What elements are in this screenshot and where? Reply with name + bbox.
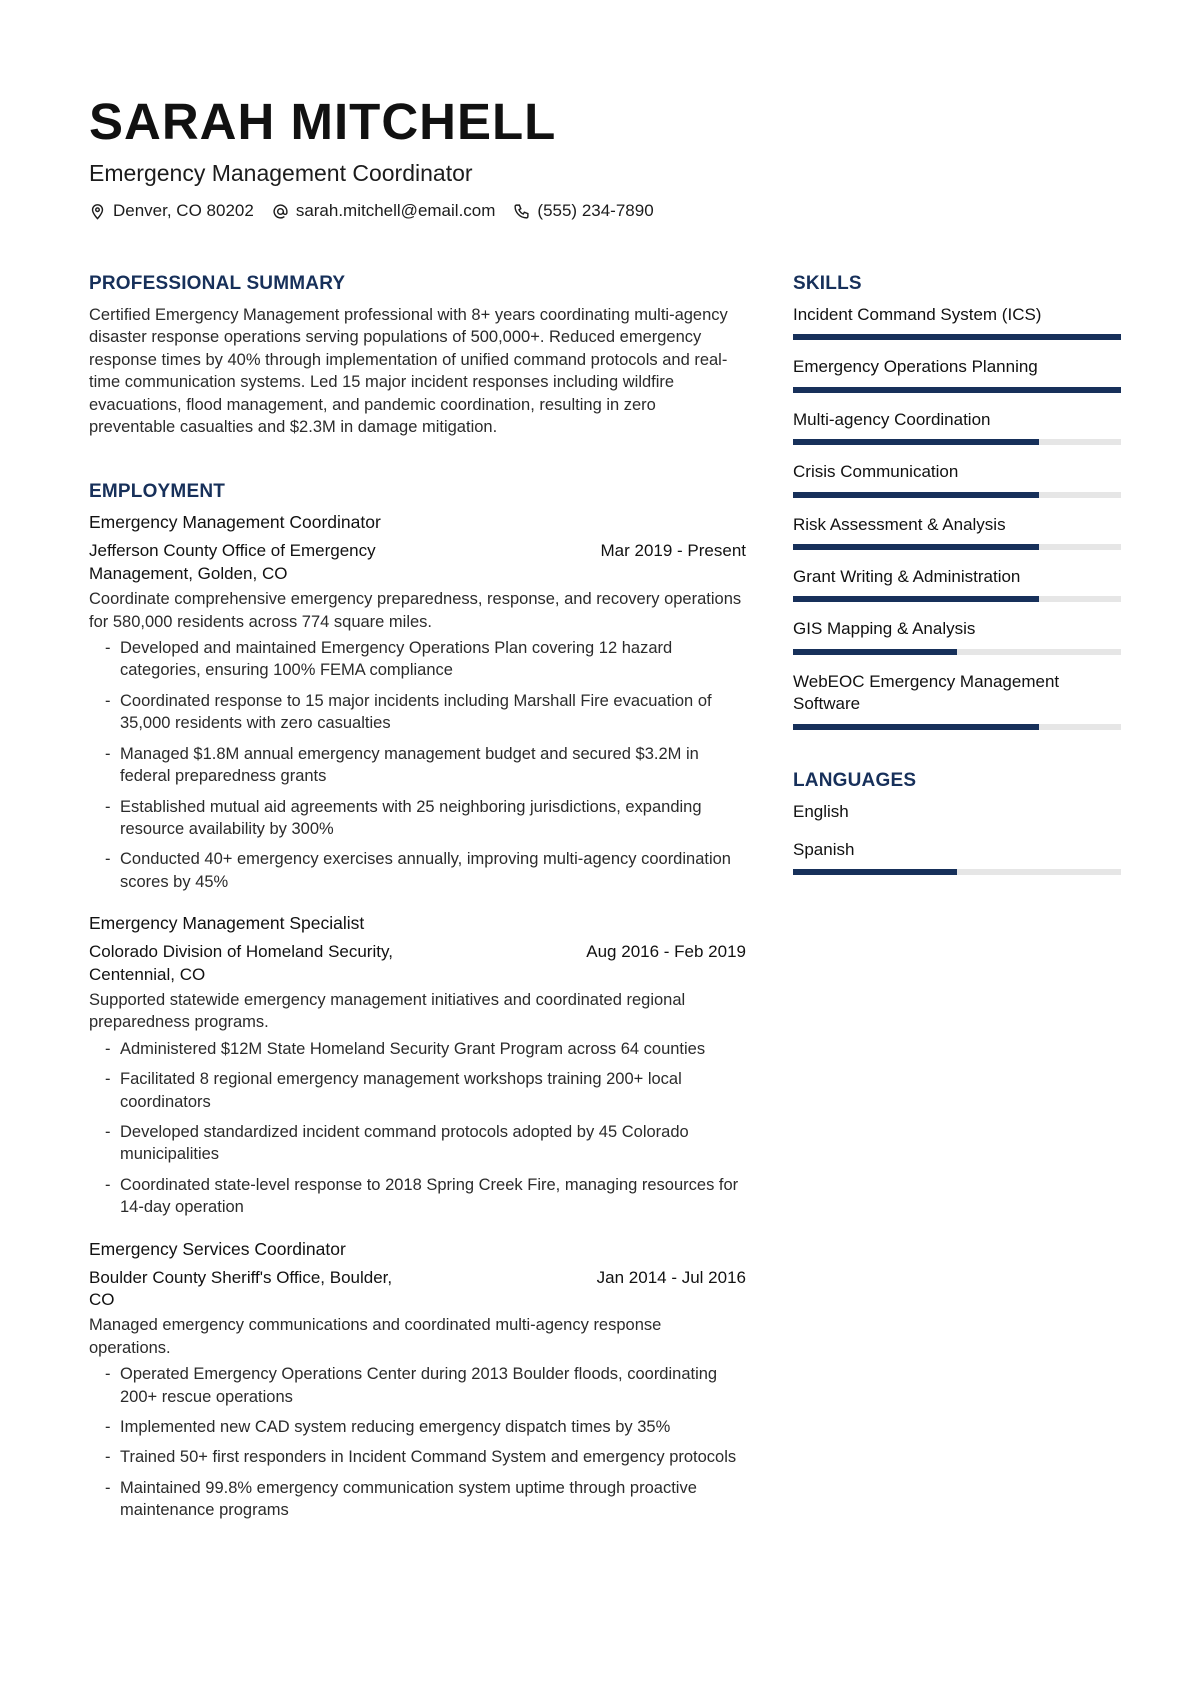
skill-level-bar (793, 439, 1121, 445)
skill-level-bar (793, 544, 1121, 550)
achievement-item: - Maintained 99.8% emergency communication system uptime through proactive maintenance programs (89, 1477, 746, 1522)
achievement-list (89, 1363, 746, 1521)
contact-email (272, 201, 496, 221)
job-entry (89, 1239, 746, 1522)
skill-level-fill (793, 492, 1039, 498)
job-role: Emergency Management Coordinator (89, 512, 381, 533)
skill-item (793, 618, 1121, 654)
achievement-list (89, 1038, 746, 1219)
job-company: Jefferson County Office of Emergency Management, Golden, CO (89, 541, 376, 583)
skill-item (793, 461, 1121, 497)
location-pin-icon (89, 203, 106, 220)
job-meta (89, 1267, 746, 1312)
contact-info (89, 201, 672, 221)
job-meta (89, 540, 746, 585)
summary-text: Certified Emergency Management professional with 8+ years coordinating multi-agency disaster response operations serving populations of 500,000+. Reduced emergency response times by 40% through implementation of unified command protocols and real-time communication systems. Led 15 major incident responses including wildfire evacuations, flood management, and pandemic coordination, resulting in zero preventable casualties and $2.3M in damage mitigation. (89, 306, 728, 437)
achievement-item: - Coordinated response to 15 major incidents including Marshall Fire evacuation of 35,000 residents with zero casualties (89, 690, 746, 735)
skill-item (793, 304, 1121, 340)
language-level-fill (793, 869, 957, 875)
job-description: Managed emergency communications and coordinated multi-agency response operations. (89, 1316, 662, 1357)
skill-label: Multi-agency Coordination (793, 409, 991, 429)
skill-level-bar (793, 649, 1121, 655)
location-text: Denver, CO 80202 (113, 201, 254, 220)
email-text: sarah.mitchell@email.com (295, 201, 496, 220)
skill-level-fill (793, 649, 957, 655)
employment-heading: EMPLOYMENT (89, 481, 226, 503)
skill-label: Crisis Communication (793, 462, 959, 482)
phone-text: (555) 234-7890 (537, 201, 654, 220)
job-dates: Aug 2016 - Feb 2019 (586, 942, 746, 962)
job-dates: Jan 2014 - Jul 2016 (596, 1267, 746, 1287)
achievement-item: - Managed $1.8M annual emergency management budget and secured $3.2M in federal preparedness grants (89, 743, 746, 788)
skill-item (793, 566, 1121, 602)
main-column (89, 273, 746, 1542)
at-sign-icon (272, 203, 289, 220)
language-level-bar (793, 869, 1121, 875)
skill-level-bar (793, 387, 1121, 393)
languages-heading: LANGUAGES (793, 769, 917, 791)
job-company: Colorado Division of Homeland Security, Centennial, CO (89, 942, 393, 984)
achievement-list (89, 637, 746, 893)
candidate-title: Emergency Management Coordinator (89, 160, 473, 186)
achievement-item: - Conducted 40+ emergency exercises annually, improving multi-agency coordination scores by 45% (89, 848, 746, 893)
job-role: Emergency Management Specialist (89, 913, 365, 934)
job-dates: Mar 2019 - Present (600, 541, 746, 561)
skill-item (793, 409, 1121, 445)
achievement-item: - Developed standardized incident command protocols adopted by 45 Colorado municipalities (89, 1121, 746, 1166)
skill-level-fill (793, 334, 1121, 340)
language-item (793, 839, 1121, 875)
side-column (793, 273, 1121, 891)
language-item (793, 801, 1121, 823)
skills-heading: SKILLS (793, 273, 862, 294)
achievement-item: - Established mutual aid agreements with 25 neighboring jurisdictions, expanding resource availability by 300% (89, 796, 746, 841)
job-entry (89, 913, 746, 1218)
achievement-item: - Coordinated state-level response to 2018 Spring Creek Fire, managing resources for 14-day operation (89, 1174, 746, 1219)
job-role: Emergency Services Coordinator (89, 1238, 346, 1259)
achievement-item: - Trained 50+ first responders in Incident Command System and emergency protocols (89, 1446, 746, 1468)
language-label: English (793, 801, 849, 821)
skill-label: Risk Assessment & Analysis (793, 514, 1006, 534)
skill-label: Emergency Operations Planning (793, 357, 1038, 377)
phone-icon (513, 203, 530, 220)
languages-list (793, 801, 1121, 876)
job-meta (89, 941, 746, 986)
achievement-item: - Implemented new CAD system reducing emergency dispatch times by 35% (89, 1416, 746, 1438)
skill-item (793, 356, 1121, 392)
achievement-item: - Administered $12M State Homeland Security Grant Program across 64 counties (89, 1038, 746, 1060)
candidate-name: SARAH MITCHELL (89, 93, 557, 150)
skill-label: WebEOC Emergency Management Software (793, 671, 1060, 714)
skill-item (793, 514, 1121, 550)
summary-heading: PROFESSIONAL SUMMARY (89, 273, 346, 294)
contact-phone (513, 201, 653, 221)
job-description: Coordinate comprehensive emergency preparedness, response, and recovery operations for 580,000 residents across 774 square miles. (89, 590, 742, 631)
skills-list (793, 304, 1121, 730)
skill-level-bar (793, 492, 1121, 498)
skill-level-bar (793, 724, 1121, 730)
skill-level-bar (793, 334, 1121, 340)
skill-label: Incident Command System (ICS) (793, 305, 1042, 324)
achievement-item: - Operated Emergency Operations Center during 2013 Boulder floods, coordinating 200+ rescue operations (89, 1363, 746, 1408)
skill-label: GIS Mapping & Analysis (793, 619, 976, 639)
contact-location (89, 201, 254, 221)
skill-level-fill (793, 387, 1121, 393)
skill-label: Grant Writing & Administration (793, 567, 1021, 587)
job-entry (89, 512, 746, 893)
achievement-item: - Facilitated 8 regional emergency management workshops training 200+ local coordinators (89, 1068, 746, 1113)
skill-level-fill (793, 724, 1039, 730)
job-description: Supported statewide emergency management initiatives and coordinated regional preparedness programs. (89, 990, 686, 1032)
language-label: Spanish (793, 840, 855, 860)
skill-level-fill (793, 596, 1039, 602)
skill-level-fill (793, 544, 1039, 550)
skill-item (793, 671, 1121, 730)
employment-list (89, 512, 746, 1521)
achievement-item: - Developed and maintained Emergency Operations Plan covering 12 hazard categories, ensuring 100% FEMA compliance (89, 637, 746, 682)
skill-level-bar (793, 596, 1121, 602)
skill-level-fill (793, 439, 1039, 445)
job-company: Boulder County Sheriff's Office, Boulder, CO (89, 1267, 393, 1309)
